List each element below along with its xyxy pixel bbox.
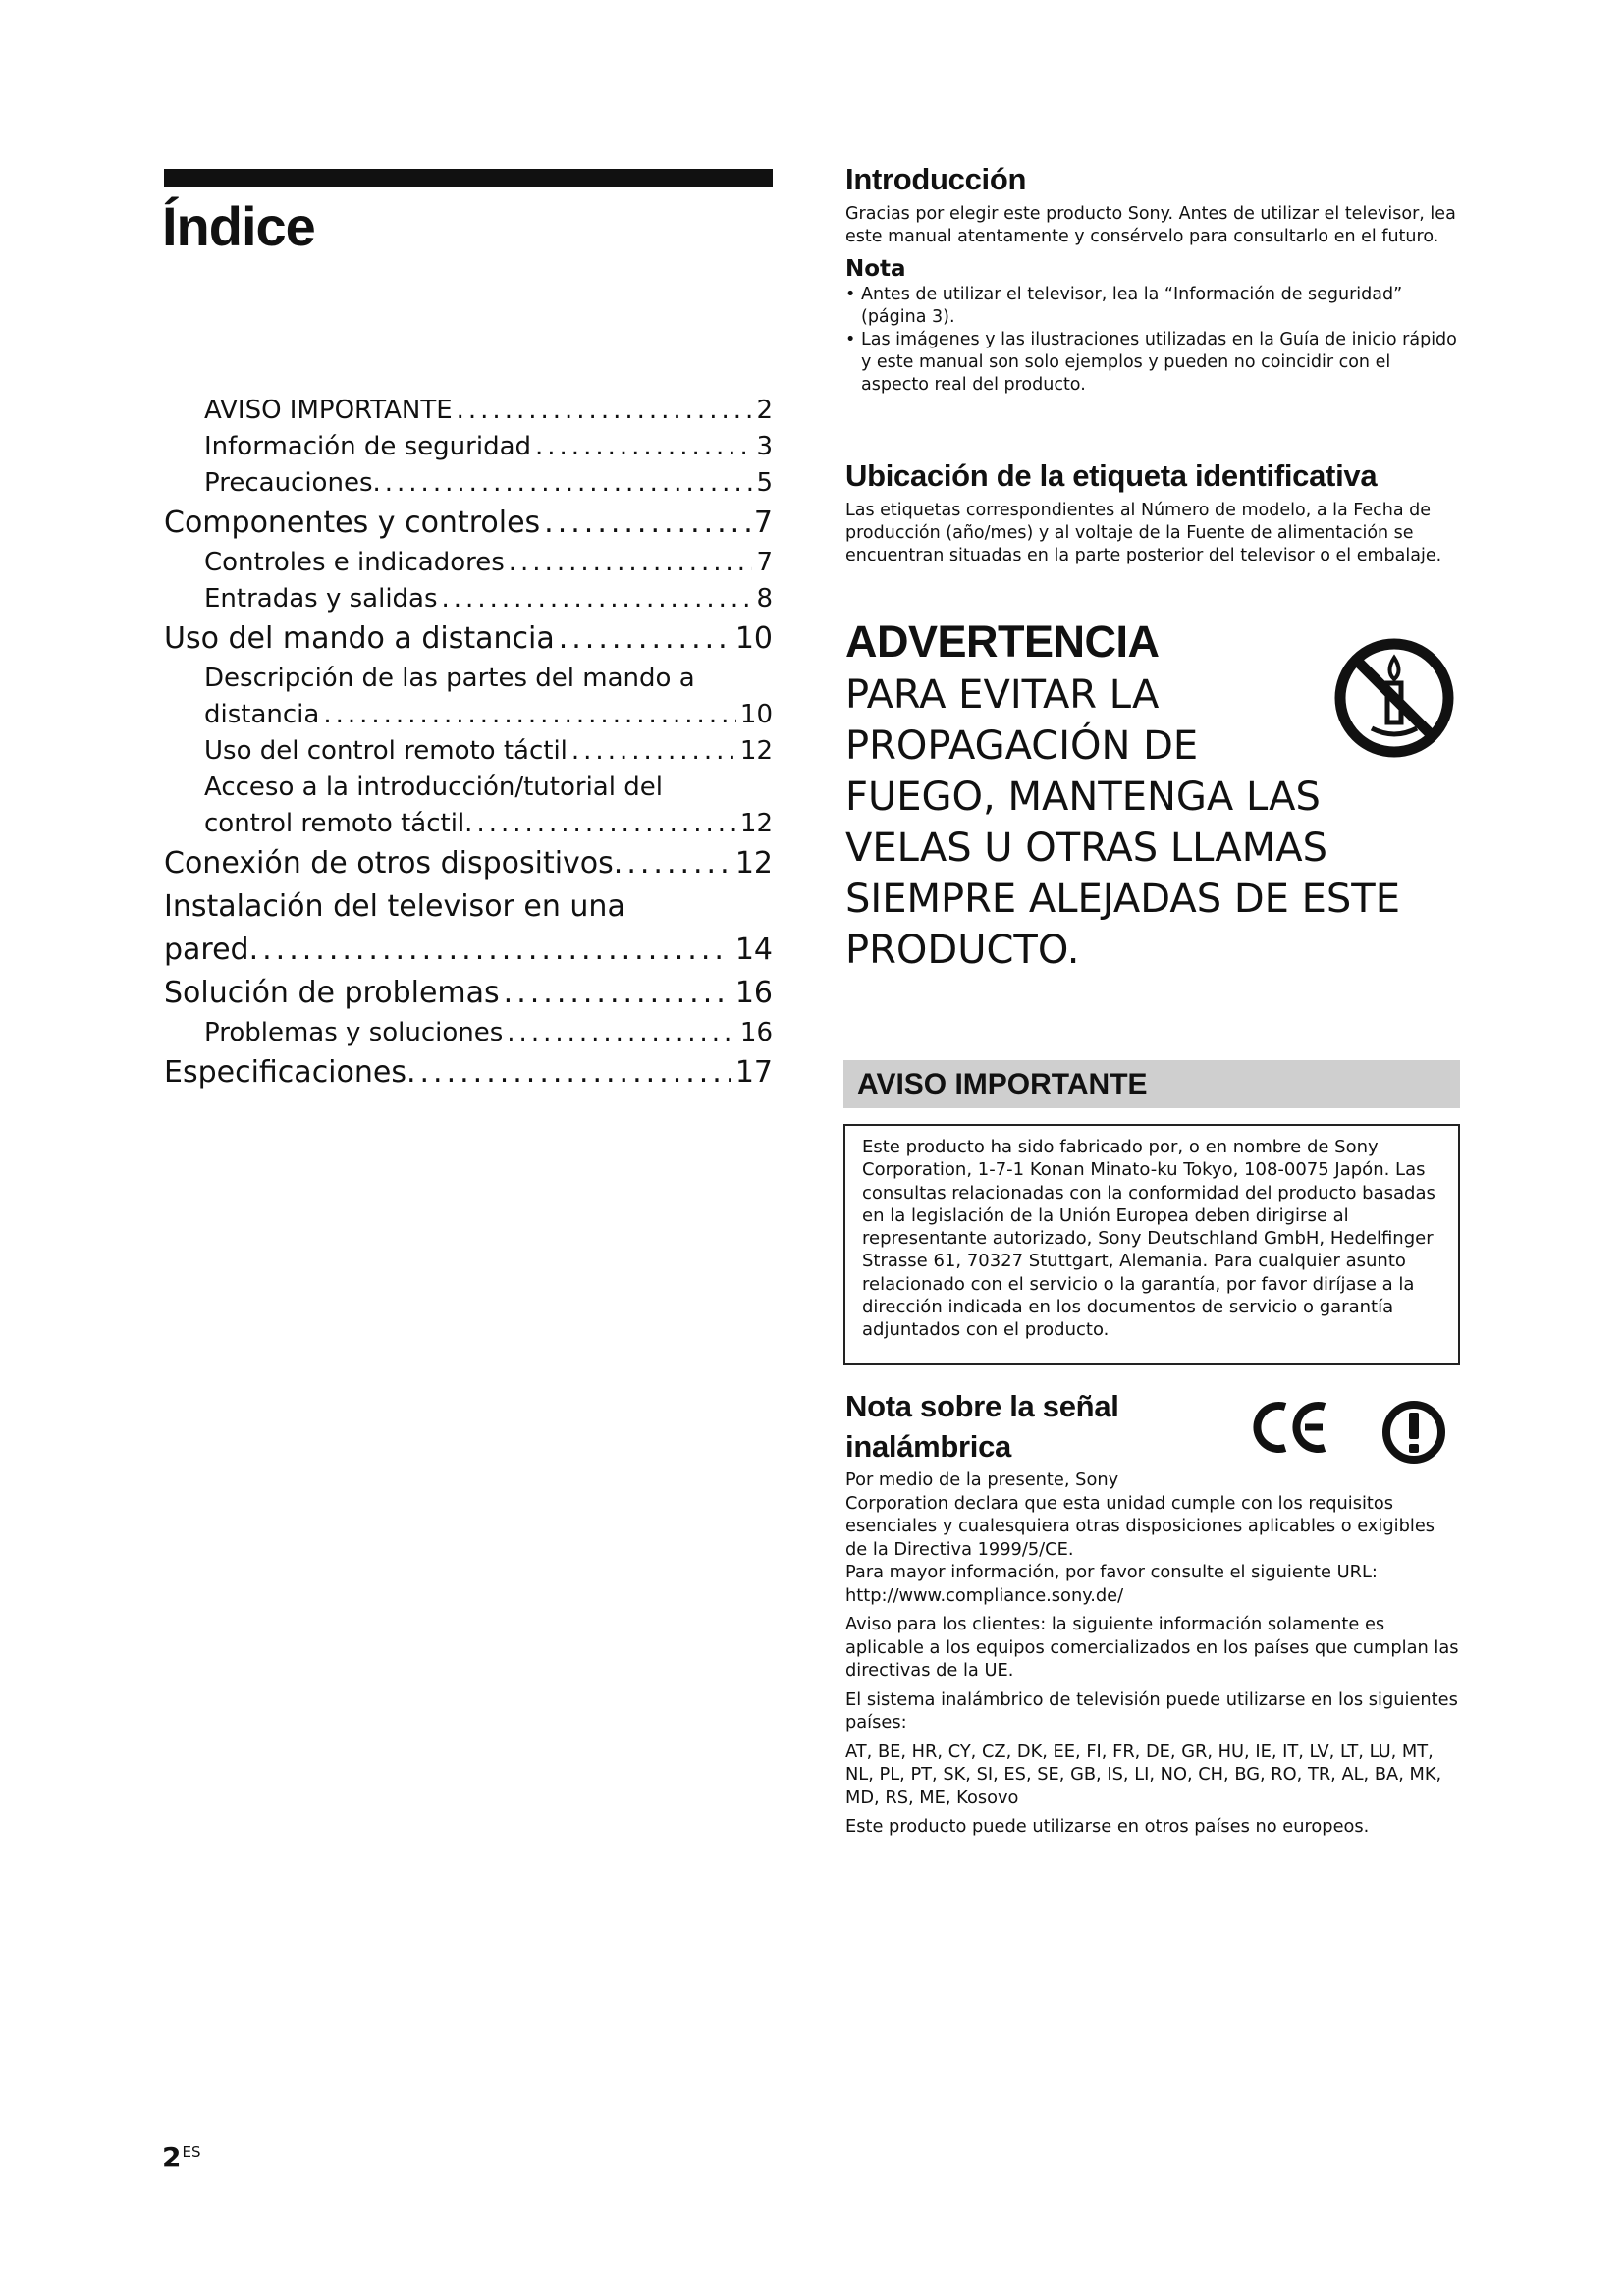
ce-mark-icon xyxy=(1252,1399,1330,1456)
toc-entry-label: Solución de problemas xyxy=(164,976,500,1010)
toc-entry-page: 16 xyxy=(734,976,773,1010)
important-notice-header xyxy=(843,1060,1460,1108)
toc-entry-label: Información de seguridad xyxy=(204,432,532,461)
toc-entry-label: Controles e indicadores xyxy=(204,548,505,577)
warning-title: ADVERTENCIA xyxy=(845,616,1160,667)
toc-leader xyxy=(544,502,750,545)
toc-entry[interactable] xyxy=(164,617,773,661)
toc-entry-page: 5 xyxy=(756,468,773,498)
toc-entry[interactable] xyxy=(164,806,773,842)
toc-entry[interactable] xyxy=(164,465,773,502)
country-list: AT, BE, HR, CY, CZ, DK, EE, FI, FR, DE, GR, HU, IE, IT, LV, LT, LU, MT, NL, PL, PT, SK, SI, ES, SE, GB, IS, LI, NO, CH, BG, RO, TR, AL, BA, MK, MD, RS, ME, Kosovo xyxy=(845,1740,1442,1808)
toc-entry[interactable] xyxy=(164,429,773,465)
toc-entry-label: Especificaciones. xyxy=(164,1055,416,1090)
toc-leader xyxy=(509,545,753,581)
important-notice-heading: AVISO IMPORTANTE xyxy=(857,1068,1148,1100)
toc-entry-page: 12 xyxy=(734,846,773,881)
alert-icon xyxy=(1380,1398,1448,1467)
toc-leader xyxy=(476,806,735,842)
note-item: • Antes de utilizar el televisor, lea la “Información de seguridad” (página 3). xyxy=(845,284,1460,329)
toc-entry[interactable] xyxy=(164,1015,773,1051)
toc-leader xyxy=(385,465,753,502)
label-location-heading: Ubicación de la etiqueta identificativa xyxy=(845,458,1378,493)
note-heading: Nota xyxy=(845,256,906,282)
page-title: Índice xyxy=(162,195,315,257)
toc-entry-label: Problemas y soluciones xyxy=(204,1018,504,1047)
wireless-heading xyxy=(845,1386,1460,1467)
toc-entry[interactable] xyxy=(164,393,773,429)
page-number xyxy=(162,2141,200,2173)
toc-entry-page: 8 xyxy=(756,584,773,614)
toc-entry-page: 2 xyxy=(756,396,773,425)
toc-leader xyxy=(442,581,753,617)
toc-leader xyxy=(559,617,731,661)
toc-entry-page: 16 xyxy=(739,1018,773,1047)
toc-entry-page: 3 xyxy=(756,432,773,461)
intro-heading: Introducción xyxy=(845,162,1027,196)
toc-entry-label: control remoto táctil. xyxy=(204,809,473,838)
page-language-suffix: ES xyxy=(182,2142,201,2161)
toc-entry[interactable] xyxy=(164,842,773,885)
toc-entry[interactable] xyxy=(164,697,773,733)
toc-entry-page: 10 xyxy=(734,621,773,656)
wireless-paragraph-2: Aviso para los clientes: la siguiente información solamente es aplicable a los equipos comercializados en los países que cumplan las directivas de la UE. xyxy=(845,1614,1459,1681)
toc-entry-label: AVISO IMPORTANTE xyxy=(204,396,453,425)
toc-leader xyxy=(262,929,731,972)
wireless-section xyxy=(845,1386,1460,1844)
label-location-section xyxy=(845,456,1460,567)
note-item: • Las imágenes y las ilustraciones utilizadas en la Guía de inicio rápido y este manual son solo ejemplos y pueden no coincidir con el aspecto real del producto. xyxy=(845,329,1460,397)
wireless-p1-body: Corporation declara que esta unidad cumple con los requisitos esenciales y cualesquiera otras disposiciones aplicables o exigibles de la Directiva 1999/5/CE. xyxy=(845,1492,1435,1560)
wireless-p1-more: Para mayor información, por favor consulte el siguiente URL: xyxy=(845,1562,1378,1582)
wireless-p1-line1: Por medio de la presente, Sony xyxy=(845,1469,1119,1490)
wireless-paragraph-3: El sistema inalámbrico de televisión puede utilizarse en los siguientes países: xyxy=(845,1688,1458,1733)
toc-entry[interactable] xyxy=(164,1051,773,1095)
toc-leader xyxy=(626,842,731,885)
toc-entry[interactable] xyxy=(164,502,773,545)
toc-entry-label: pared. xyxy=(164,933,259,967)
table-of-contents xyxy=(164,393,773,1095)
toc-leader xyxy=(535,429,752,465)
toc-leader xyxy=(420,1051,731,1095)
label-location-body: Las etiquetas correspondientes al Número de modelo, a la Fecha de producción (año/mes) y al voltaje de la Fuente de alimentación se encuentran situadas en la parte posterior del televisor o el embalaje. xyxy=(845,501,1442,565)
wireless-paragraph-1 xyxy=(845,1468,1460,1607)
important-notice-text: Este producto ha sido fabricado por, o en nombre de Sony Corporation, 1-7-1 Konan Minato-ku Tokyo, 108-0075 Japón. Las consultas relacionadas con la conformidad del producto basadas en la legislación de la Unión Europea deben dirigirse al representante autorizado, Sony Deutschland GmbH, Hedelfinger Strasse 61, 70327 Stuttgart, Alemania. Para cualquier asunto relacionado con el servicio o la garantía, por favor diríjase a la dirección indicada en los documentos de servicio o garantía adjuntados con el producto. xyxy=(862,1137,1435,1341)
toc-entry-label: Conexión de otros dispositivos. xyxy=(164,846,623,881)
toc-entry[interactable] xyxy=(164,733,773,770)
toc-entry-page: 12 xyxy=(739,736,773,766)
wireless-heading-line1: Nota sobre la señal xyxy=(845,1389,1119,1423)
toc-entry-label: Uso del mando a distancia xyxy=(164,621,555,656)
page-number-value: 2 xyxy=(162,2141,182,2173)
toc-entry-label: distancia xyxy=(204,700,320,729)
toc-entry-page: 17 xyxy=(734,1055,773,1090)
toc-leader xyxy=(571,733,736,770)
toc-entry-page: 10 xyxy=(739,700,773,729)
wireless-paragraph-4: Este producto puede utilizarse en otros países no europeos. xyxy=(845,1816,1370,1837)
toc-entry[interactable] xyxy=(164,581,773,617)
toc-entry-label: Uso del control remoto táctil xyxy=(204,736,568,766)
toc-leader xyxy=(323,697,736,733)
toc-entry-page: 7 xyxy=(756,548,773,577)
toc-entry-label-line1: Descripción de las partes del mando a xyxy=(204,664,695,693)
toc-entry-label-line1: Acceso a la introducción/tutorial del xyxy=(204,773,663,802)
toc-entry-page: 12 xyxy=(739,809,773,838)
toc-leader xyxy=(507,1015,736,1051)
toc-entry-label: Entradas y salidas xyxy=(204,584,438,614)
toc-entry[interactable] xyxy=(164,545,773,581)
toc-entry[interactable] xyxy=(164,972,773,1015)
intro-body: Gracias por elegir este producto Sony. Antes de utilizar el televisor, lea este manual atentamente y consérvelo para consultarlo en el futuro. xyxy=(845,204,1456,246)
intro-section xyxy=(845,160,1460,397)
important-notice-box xyxy=(843,1124,1460,1365)
wireless-heading-line2: inalámbrica xyxy=(845,1429,1012,1464)
toc-entry-page: 7 xyxy=(753,506,773,540)
no-open-flame-icon xyxy=(1332,636,1456,760)
title-rule xyxy=(164,169,773,187)
warning-text: PARA EVITAR LA PROPAGACIÓN DE FUEGO, MANTENGA LAS VELAS U OTRAS LLAMAS SIEMPRE ALEJADAS DE ESTE PRODUCTO. xyxy=(845,672,1400,973)
toc-entry-label-line1: Instalación del televisor en una xyxy=(164,889,625,924)
toc-entry[interactable] xyxy=(164,929,773,972)
toc-leader xyxy=(457,393,753,429)
toc-leader xyxy=(504,972,731,1015)
compliance-url[interactable]: http://www.compliance.sony.de/ xyxy=(845,1584,1124,1606)
toc-entry-label: Componentes y controles xyxy=(164,506,541,540)
note-list xyxy=(845,284,1460,397)
toc-entry-page: 14 xyxy=(734,933,773,967)
toc-entry-label: Precauciones. xyxy=(204,468,381,498)
